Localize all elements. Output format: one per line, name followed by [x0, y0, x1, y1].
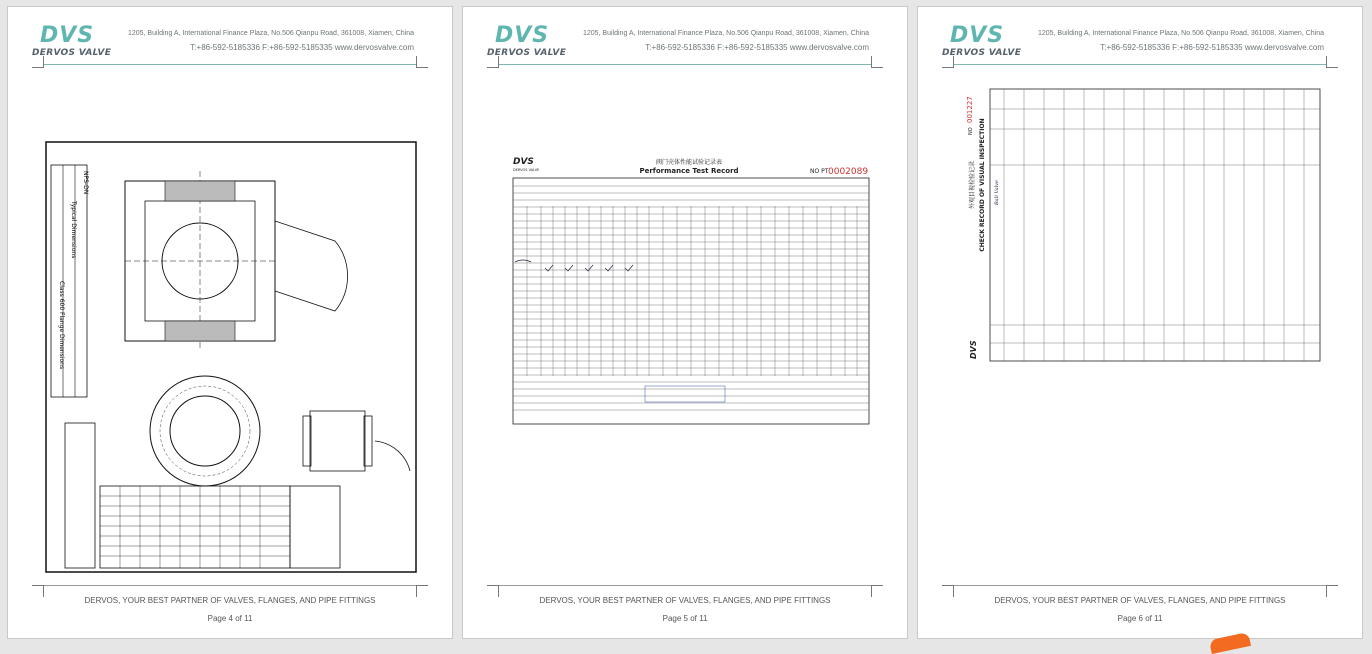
valve-drawing-scan — [45, 141, 417, 573]
logo-text: DERVOS VALVE — [487, 48, 567, 58]
dimension-title: Class 600 Flange Dimensions — [58, 281, 65, 370]
footer-tagline: DERVOS, YOUR BEST PARTNER OF VALVES, FLANGES, AND PIPE FITTINGS — [84, 596, 376, 605]
footer-divider — [499, 585, 871, 586]
inspection-number: 001227 — [966, 96, 974, 123]
crop-mark — [871, 56, 883, 68]
footer-divider — [954, 585, 1326, 586]
footer-tagline: DERVOS, YOUR BEST PARTNER OF VALVES, FLANGES, AND PIPE FITTINGS — [994, 596, 1286, 605]
inspection-number-prefix: NO — [968, 127, 974, 135]
inspection-valve-type: Ball Valve — [994, 180, 1000, 205]
header-address: 1205, Building A, International Finance Plaza, No.506 Qianpu Road, 361008, Xiamen, China — [127, 30, 414, 37]
footer-divider — [44, 585, 416, 586]
typical-dimensions: Typical Dimensions — [70, 201, 77, 259]
crop-mark — [487, 56, 499, 68]
pdf-page-6 — [918, 7, 1362, 638]
logo-mark: DVS — [950, 23, 1005, 48]
record-number-prefix: NO PT — [810, 168, 829, 175]
inspection-title-en: CHECK RECORD OF VISUAL INSPECTION — [979, 118, 986, 252]
page-number: Page 4 of 11 — [207, 614, 253, 623]
logo-mark: DVS — [40, 23, 95, 48]
logo-mark: DVS — [495, 23, 550, 48]
visual-inspection-record-scan — [956, 79, 1330, 369]
page-number: Page 6 of 11 — [1117, 614, 1163, 623]
header-address: 1205, Building A, International Finance Plaza, No.506 Qianpu Road, 361008, Xiamen, China — [582, 30, 869, 37]
header-contact: T:+86-592-5185336 F:+86-592-5185335 www.dervosvalve.com — [190, 43, 414, 52]
header-contact: T:+86-592-5185336 F:+86-592-5185335 www.dervosvalve.com — [645, 43, 869, 52]
inspection-logo: DVS — [969, 340, 978, 359]
inspection-title-cn: 外观目视检验记录 — [969, 160, 976, 210]
header-address: 1205, Building A, International Finance Plaza, No.506 Qianpu Road, 361008, Xiamen, China — [1037, 30, 1324, 37]
performance-test-record-scan — [505, 150, 873, 434]
crop-mark — [1326, 56, 1338, 68]
crop-mark — [942, 56, 954, 68]
footer-tagline: DERVOS, YOUR BEST PARTNER OF VALVES, FLANGES, AND PIPE FITTINGS — [539, 596, 831, 605]
page-number: Page 5 of 11 — [662, 614, 708, 623]
record-logo: DVS — [513, 157, 534, 167]
record-title-en: Performance Test Record — [639, 167, 739, 175]
header-contact: T:+86-592-5185336 F:+86-592-5185335 www.dervosvalve.com — [1100, 43, 1324, 52]
header-divider — [44, 64, 416, 65]
pdf-page-4 — [8, 7, 452, 638]
header-divider — [499, 64, 871, 65]
crop-mark — [416, 56, 428, 68]
record-logo-sub: DERVOS VALVE — [513, 168, 540, 172]
logo-text: DERVOS VALVE — [32, 48, 112, 58]
pdf-page-5 — [463, 7, 907, 638]
record-number: 0002089 — [828, 167, 869, 177]
crop-mark — [32, 56, 44, 68]
size-label: NPS-DN — [82, 171, 89, 195]
logo-text: DERVOS VALVE — [942, 48, 1022, 58]
header-divider — [954, 64, 1326, 65]
record-title-cn: 阀门壳体性能试验记录表 — [655, 159, 723, 166]
